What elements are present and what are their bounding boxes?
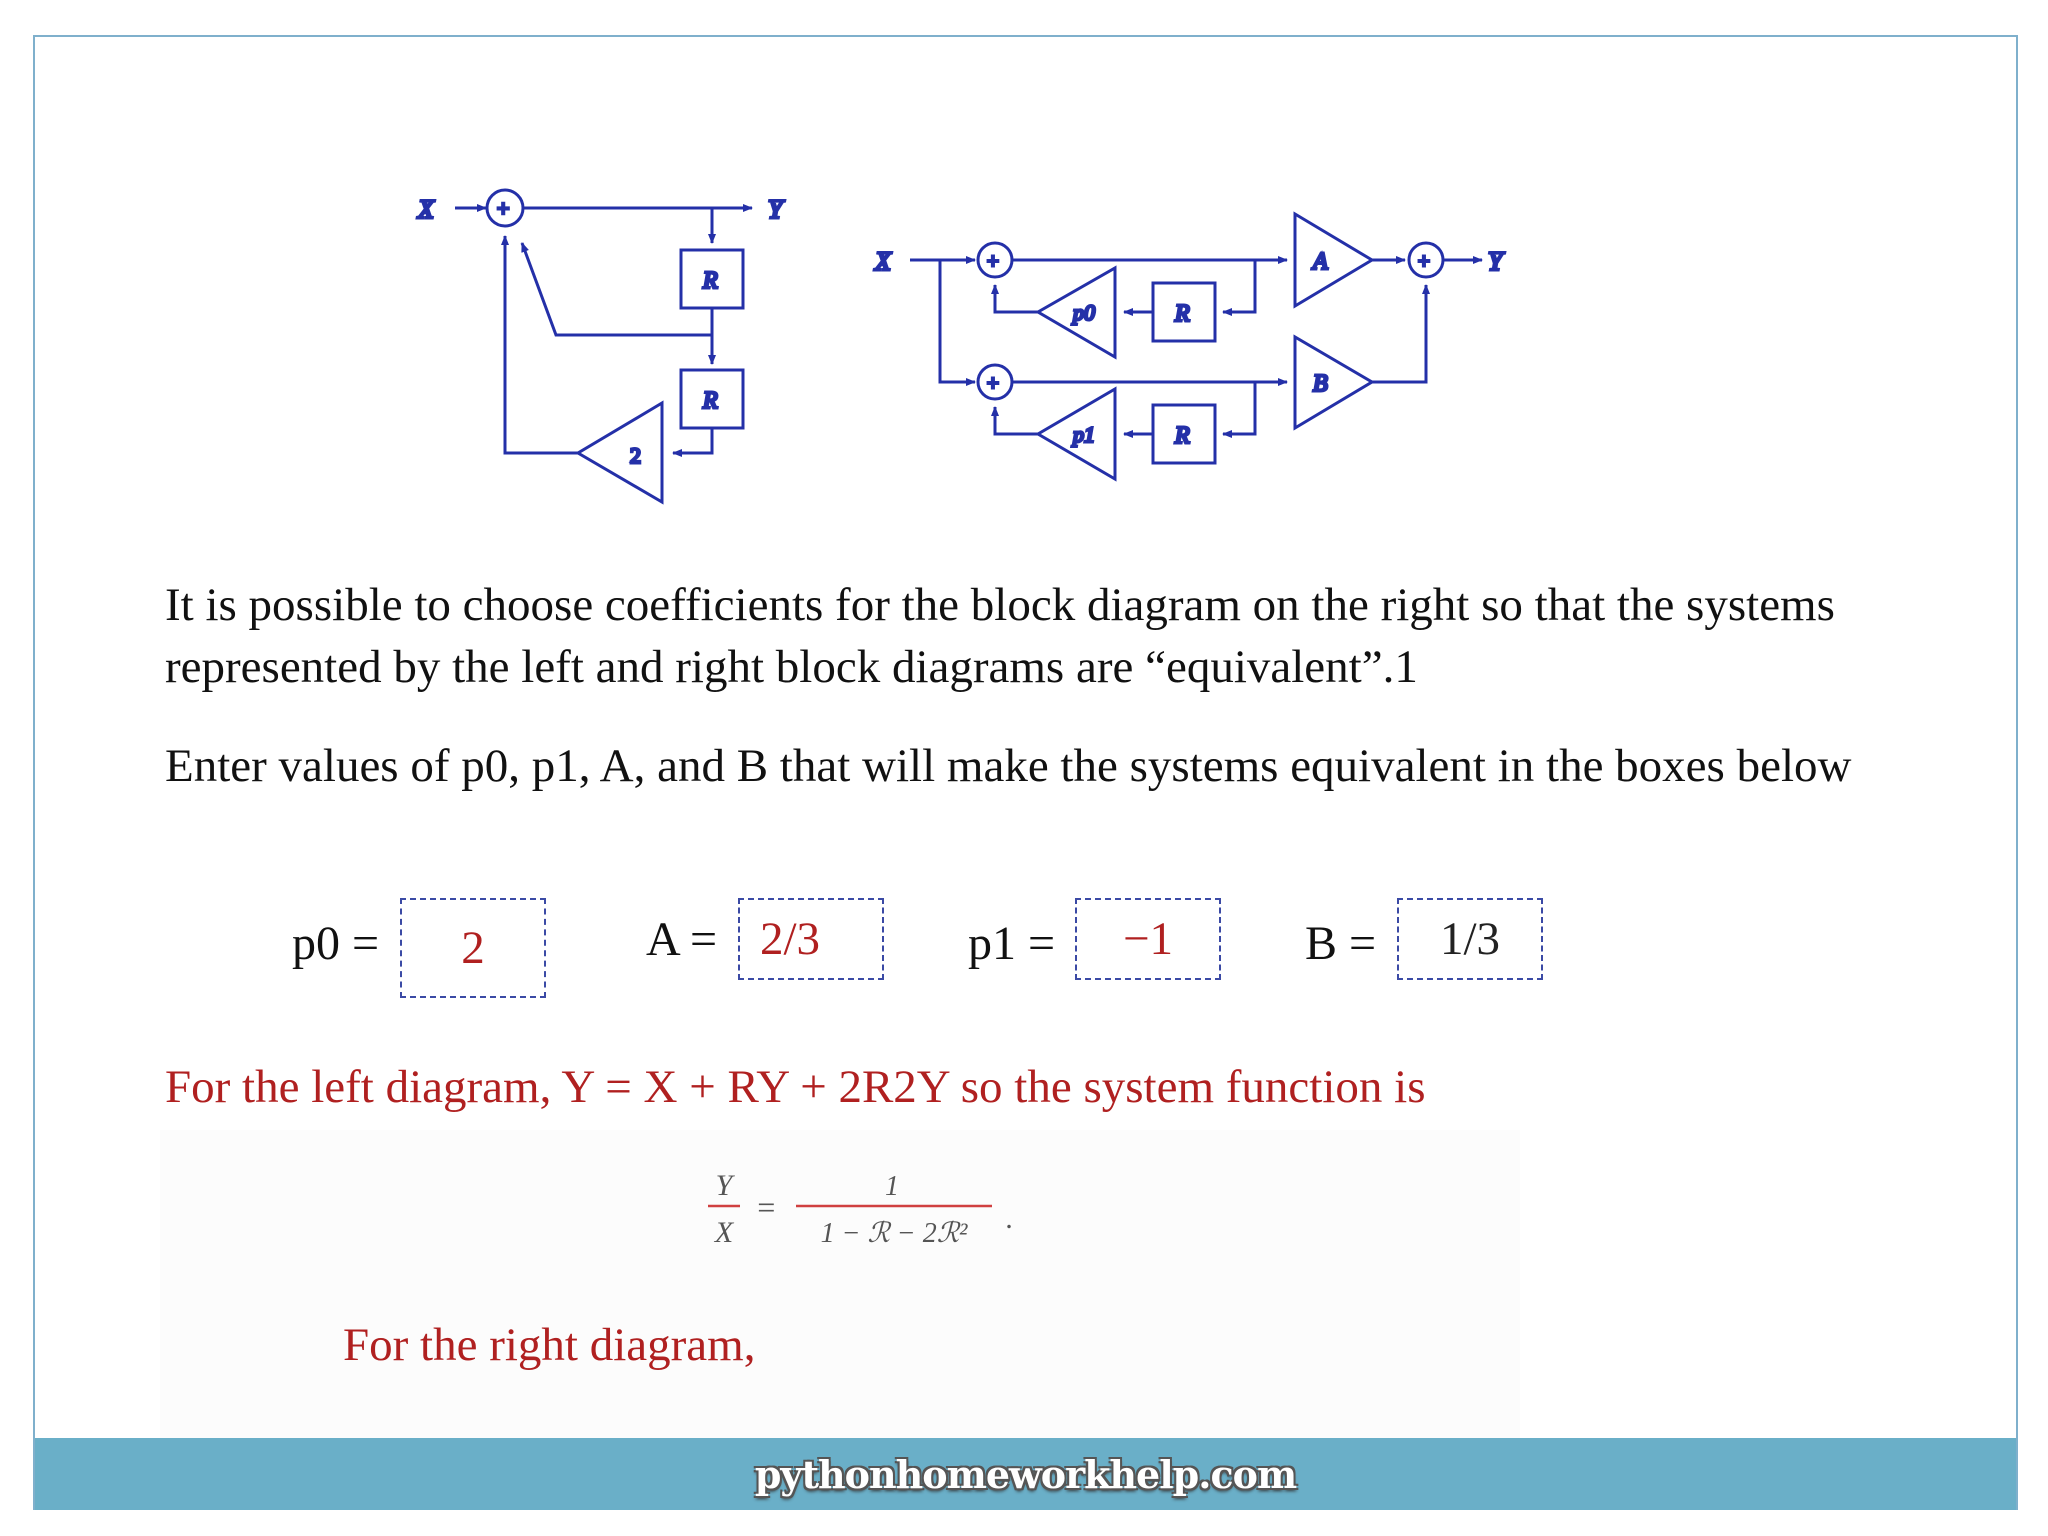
block-diagrams — [0, 0, 2048, 560]
p0-label: p0 = — [292, 917, 380, 970]
p1-label: p1 = — [968, 917, 1056, 970]
question-text-1: It is possible to choose coefficients for the block diagram on the right so that the systems represented by the left and right block diagrams are “equivalent”.1 — [165, 579, 1835, 693]
right-gain-a-triangle — [1295, 214, 1372, 306]
b-answer-box[interactable]: 1/3 — [1397, 898, 1543, 980]
formula-rhs-denominator: 1 − ℛ − 2ℛ² — [820, 1218, 968, 1249]
right-delay-label-bottom: R — [1175, 423, 1190, 449]
a-label: A = — [646, 913, 718, 966]
right-gain-b-triangle — [1295, 337, 1372, 428]
footer-site-link[interactable]: pythonhomeworkhelp.com — [754, 1451, 1297, 1497]
right-sum-sign-top: + — [987, 249, 999, 273]
right-gain-a-label: A — [1313, 249, 1328, 275]
left-delay-label-1: R — [703, 268, 718, 294]
answer-row — [0, 898, 2048, 998]
left-block-diagram — [455, 190, 1482, 502]
right-output-label: Y — [1488, 247, 1503, 276]
right-gain-b-label: B — [1313, 371, 1328, 397]
left-output-label: Y — [768, 195, 783, 224]
formula-rhs-numerator: 1 — [885, 1171, 899, 1202]
left-sum-sign: + — [497, 196, 510, 221]
system-function-formula — [700, 1158, 1040, 1268]
formula-equals: = — [755, 1189, 777, 1225]
right-gain-p0-label: p0 — [1073, 300, 1095, 325]
left-input-label: X — [418, 195, 434, 224]
formula-period: . — [1006, 1202, 1014, 1235]
formula-lhs-denominator: X — [714, 1216, 734, 1249]
right-sum-sign-output: + — [1418, 249, 1430, 273]
solution-left-text: For the left diagram, Y = X + RY + 2R2Y so the system function is — [165, 1061, 1426, 1113]
right-input-label: X — [875, 247, 891, 276]
left-gain-label: 2 — [630, 443, 641, 468]
a-answer-box[interactable]: 2/3 — [738, 898, 884, 980]
question-text-2: Enter values of p0, p1, A, and B that will make the systems equivalent in the boxes below — [165, 740, 1852, 792]
right-gain-p1-label: p1 — [1073, 422, 1095, 447]
p1-answer-box[interactable]: −1 — [1075, 898, 1221, 980]
p0-answer-box[interactable]: 2 — [400, 898, 546, 998]
solution-right-text: For the right diagram, — [343, 1319, 756, 1371]
left-delay-label-2: R — [703, 388, 718, 414]
right-delay-label-top: R — [1175, 301, 1190, 327]
footer-bar — [35, 1438, 2016, 1510]
left-gain-triangle — [578, 403, 662, 502]
formula-lhs-numerator: Y — [715, 1169, 733, 1202]
right-sum-sign-bottom: + — [987, 371, 999, 395]
b-label: B = — [1305, 917, 1377, 970]
